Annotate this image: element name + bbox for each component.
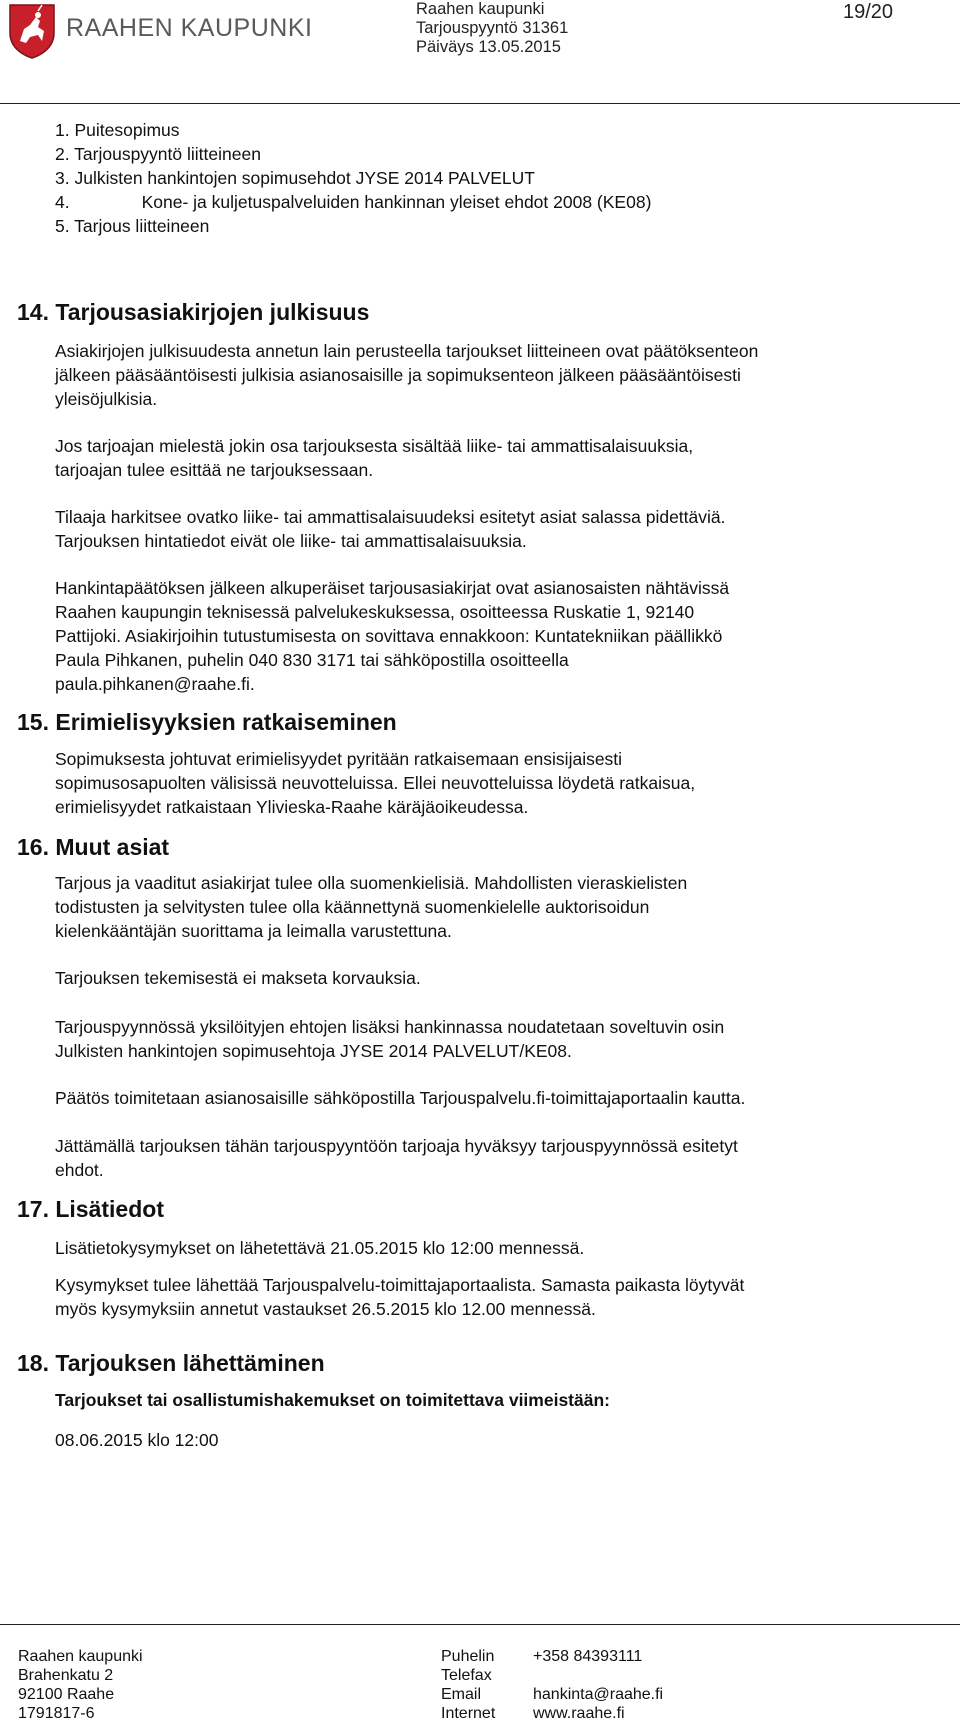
section-16-paragraph: Tarjouspyynnössä yksilöityjen ehtojen lisäksi hankinnassa noudatetaan soveltuvin osin Julkisten hankintojen sopimusehtoja JYSE 2014 PALVELUT/KE08. bbox=[55, 1017, 725, 1061]
list-item: 3. Julkisten hankintojen sopimusehdot JYSE 2014 PALVELUT bbox=[55, 168, 535, 188]
section-16-heading: 16. Muut asiat bbox=[17, 834, 170, 860]
section-14-heading: 14. Tarjousasiakirjojen julkisuus bbox=[17, 299, 370, 325]
header-divider bbox=[0, 103, 960, 104]
section-16-paragraph: Tarjous ja vaaditut asiakirjat tulee olla suomenkielisiä. Mahdollisten vieraskielisten todistusten ja selvitysten tulee olla käännettynä suomenkielelle auktorisoidun kielenkääntäjän suorittama ja leimalla varustettuna. bbox=[55, 873, 688, 941]
attachment-list bbox=[55, 118, 651, 238]
logo-text: RAAHEN KAUPUNKI bbox=[66, 14, 313, 42]
list-item: 5. Tarjous liitteineen bbox=[55, 216, 210, 236]
submission-deadline-label: Tarjoukset tai osallistumishakemukset on toimitettava viimeistään: bbox=[55, 1390, 610, 1410]
section-15-paragraph: Sopimuksesta johtuvat erimielisyydet pyritään ratkaisemaan ensisijaisesti sopimusosapuolten välisissä neuvotteluissa. Ellei neuvotteluissa löydetä ratkaisua, erimielisyydet ratkaistaan Ylivieska-Raahe käräjäoikeudessa. bbox=[55, 749, 696, 817]
section-14-paragraph: Tilaaja harkitsee ovatko liike- tai ammattisalaisuudeksi esitetyt asiat salassa pidettäviä. Tarjouksen hintatiedot eivät ole liike- tai ammattisalaisuuksia. bbox=[55, 507, 726, 551]
section-14-paragraph: Jos tarjoajan mielestä jokin osa tarjouksesta sisältää liike- tai ammattisalaisuuksia, tarjoajan tulee esittää ne tarjouksessaan. bbox=[55, 436, 694, 480]
footer-divider bbox=[0, 1624, 960, 1625]
city-crest-icon bbox=[8, 3, 56, 59]
footer-email-link[interactable]: hankinta@raahe.fi bbox=[533, 1686, 664, 1703]
list-item: 4. Kone- ja kuljetuspalveluiden hankinnan yleiset ehdot 2008 (KE08) bbox=[55, 192, 652, 212]
footer-labels: Puhelin Telefax Email Internet bbox=[441, 1648, 496, 1722]
section-15-heading: 15. Erimielisyyksien ratkaiseminen bbox=[17, 709, 397, 735]
section-14-paragraph: Hankintapäätöksen jälkeen alkuperäiset tarjousasiakirjat ovat asianosaisten nähtävissä Raahen kaupungin teknisessä palvelukeskuksessa, osoitteessa Ruskatie 1, 92140 Pattijoki. Asiakirjoihin tutustumisesta on sovittava ennakkoon: Kuntatekniikan päällikkö Paula Pihkanen, puhelin 040 830 3171 tai sähköpostilla osoitteella paula.pihkanen@raahe.fi. bbox=[55, 578, 730, 694]
section-17-heading: 17. Lisätiedot bbox=[17, 1196, 164, 1222]
footer-values bbox=[533, 1647, 663, 1723]
section-18-heading: 18. Tarjouksen lähettäminen bbox=[17, 1350, 325, 1376]
section-14-paragraph: Asiakirjojen julkisuudesta annetun lain perusteella tarjoukset liitteineen ovat päätöksenteon jälkeen pääsääntöisesti julkisia asianosaisille ja sopimuksenteon jälkeen pääsääntöisesti yleisöjulkisia. bbox=[55, 341, 759, 409]
section-16-paragraph: Jättämällä tarjouksen tähän tarjouspyyntöön tarjoaja hyväksyy tarjouspyynnössä esitetyt ehdot. bbox=[55, 1136, 738, 1180]
footer-address: Raahen kaupunki Brahenkatu 2 92100 Raahe 1791817-6 bbox=[18, 1648, 143, 1722]
header-meta bbox=[416, 0, 568, 57]
list-item: 2. Tarjouspyyntö liitteineen bbox=[55, 144, 261, 164]
list-item: 1. Puitesopimus bbox=[55, 120, 180, 140]
footer-fax bbox=[533, 1666, 663, 1685]
section-16-paragraph: Päätös toimitetaan asianosaisille sähköpostilla Tarjouspalvelu.fi-toimittajaportaalin kautta. bbox=[55, 1088, 746, 1108]
meta-organization: Raahen kaupunki bbox=[416, 0, 545, 18]
meta-date: Päiväys 13.05.2015 bbox=[416, 38, 561, 56]
section-17-paragraph: Kysymykset tulee lähettää Tarjouspalvelu-toimittajaportaalista. Samasta paikasta löytyvät myös kysymyksiin annetut vastaukset 26.5.2015 klo 12.00 mennessä. bbox=[55, 1275, 745, 1319]
section-17-paragraph: Lisätietokysymykset on lähetettävä 21.05.2015 klo 12:00 mennessä. bbox=[55, 1238, 585, 1258]
page-number: 19/20 bbox=[843, 1, 894, 23]
meta-document: Tarjouspyyntö 31361 bbox=[416, 19, 569, 37]
section-16-paragraph: Tarjouksen tekemisestä ei makseta korvauksia. bbox=[55, 968, 421, 988]
footer-phone: +358 84393111 bbox=[533, 1648, 643, 1665]
footer-website-link[interactable]: www.raahe.fi bbox=[533, 1705, 625, 1722]
submission-deadline: 08.06.2015 klo 12:00 bbox=[55, 1430, 219, 1450]
